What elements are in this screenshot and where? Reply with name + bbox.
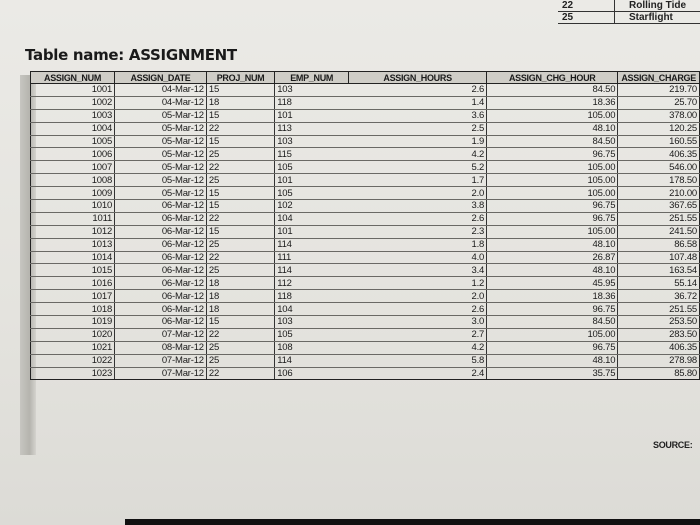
cell-assign-hours: 1.2	[349, 277, 487, 290]
cell-assign-num: 1020	[31, 328, 115, 341]
cell-emp-num: 104	[275, 212, 349, 225]
fragment-name: Rolling Tide	[629, 0, 687, 11]
cell-proj-num: 15	[206, 200, 274, 213]
cell-assign-num: 1011	[31, 212, 115, 225]
source-label: SOURCE:	[653, 440, 693, 450]
table-row	[31, 328, 700, 341]
cell-assign-date: 05-Mar-12	[115, 135, 207, 148]
cell-assign-num: 1007	[31, 161, 115, 174]
cell-assign-date: 05-Mar-12	[115, 174, 207, 187]
cell-emp-num: 118	[275, 290, 349, 303]
cell-assign-charge: 120.25	[618, 122, 700, 135]
cell-assign-num: 1017	[31, 290, 115, 303]
col-header-assign-num: ASSIGN_NUM	[31, 72, 115, 84]
cell-emp-num: 114	[275, 264, 349, 277]
cell-assign-chg-hour: 48.10	[487, 354, 618, 367]
cell-assign-num: 1012	[31, 225, 115, 238]
table-row	[31, 251, 700, 264]
cell-assign-chg-hour: 96.75	[487, 148, 618, 161]
cell-assign-num: 1019	[31, 316, 115, 329]
bottom-edge	[125, 519, 700, 525]
cell-assign-chg-hour: 48.10	[487, 122, 618, 135]
cell-assign-hours: 4.0	[349, 251, 487, 264]
table-row	[31, 200, 700, 213]
cell-assign-charge: 406.35	[618, 148, 700, 161]
cell-assign-num: 1013	[31, 238, 115, 251]
cell-assign-date: 05-Mar-12	[115, 148, 207, 161]
cell-assign-date: 06-Mar-12	[115, 264, 207, 277]
cell-emp-num: 105	[275, 328, 349, 341]
cell-assign-charge: 36.72	[618, 290, 700, 303]
cell-emp-num: 101	[275, 174, 349, 187]
cell-assign-num: 1022	[31, 354, 115, 367]
cell-assign-charge: 163.54	[618, 264, 700, 277]
cell-assign-date: 05-Mar-12	[115, 161, 207, 174]
col-header-assign-hours: ASSIGN_HOURS	[349, 72, 487, 84]
cell-assign-chg-hour: 84.50	[487, 135, 618, 148]
cell-assign-chg-hour: 84.50	[487, 316, 618, 329]
cell-proj-num: 25	[206, 354, 274, 367]
cell-proj-num: 25	[206, 238, 274, 251]
cell-assign-num: 1010	[31, 200, 115, 213]
cell-assign-hours: 2.0	[349, 187, 487, 200]
cell-assign-chg-hour: 18.36	[487, 290, 618, 303]
col-header-assign-chg-hour: ASSIGN_CHG_HOUR	[487, 72, 618, 84]
cell-assign-hours: 1.4	[349, 96, 487, 109]
cell-assign-charge: 251.55	[618, 212, 700, 225]
cell-assign-num: 1014	[31, 251, 115, 264]
cell-emp-num: 111	[275, 251, 349, 264]
cell-assign-chg-hour: 96.75	[487, 200, 618, 213]
cell-assign-chg-hour: 96.75	[487, 303, 618, 316]
cell-emp-num: 101	[275, 109, 349, 122]
cell-assign-hours: 5.8	[349, 354, 487, 367]
cell-assign-chg-hour: 105.00	[487, 225, 618, 238]
cell-assign-num: 1018	[31, 303, 115, 316]
cell-proj-num: 22	[206, 367, 274, 380]
cell-assign-num: 1016	[31, 277, 115, 290]
cell-proj-num: 18	[206, 277, 274, 290]
table-row	[31, 238, 700, 251]
cell-emp-num: 115	[275, 148, 349, 161]
cell-assign-chg-hour: 26.87	[487, 251, 618, 264]
col-header-assign-charge: ASSIGN_CHARGE	[618, 72, 700, 84]
cell-proj-num: 25	[206, 341, 274, 354]
cell-assign-chg-hour: 35.75	[487, 367, 618, 380]
cell-assign-hours: 4.2	[349, 148, 487, 161]
table-row	[31, 367, 700, 380]
cell-assign-hours: 2.5	[349, 122, 487, 135]
cell-assign-chg-hour: 105.00	[487, 328, 618, 341]
cell-assign-charge: 283.50	[618, 328, 700, 341]
cell-emp-num: 103	[275, 135, 349, 148]
cell-assign-hours: 2.7	[349, 328, 487, 341]
cell-assign-chg-hour: 96.75	[487, 341, 618, 354]
cell-emp-num: 103	[275, 84, 349, 97]
cell-assign-num: 1006	[31, 148, 115, 161]
cell-assign-charge: 378.00	[618, 109, 700, 122]
table-row	[31, 187, 700, 200]
cell-assign-charge: 241.50	[618, 225, 700, 238]
cell-proj-num: 25	[206, 264, 274, 277]
cell-assign-hours: 4.2	[349, 341, 487, 354]
cell-proj-num: 18	[206, 290, 274, 303]
cell-assign-num: 1004	[31, 122, 115, 135]
cell-assign-date: 06-Mar-12	[115, 303, 207, 316]
cell-assign-charge: 55.14	[618, 277, 700, 290]
cell-assign-charge: 160.55	[618, 135, 700, 148]
cell-assign-date: 07-Mar-12	[115, 328, 207, 341]
cell-assign-hours: 2.0	[349, 290, 487, 303]
cell-assign-hours: 2.6	[349, 303, 487, 316]
cell-assign-date: 06-Mar-12	[115, 212, 207, 225]
table-row	[31, 277, 700, 290]
cell-emp-num: 105	[275, 187, 349, 200]
cell-assign-date: 04-Mar-12	[115, 84, 207, 97]
cell-proj-num: 22	[206, 212, 274, 225]
cell-proj-num: 15	[206, 187, 274, 200]
table-row	[31, 135, 700, 148]
cell-assign-charge: 85.80	[618, 367, 700, 380]
cell-assign-charge: 86.58	[618, 238, 700, 251]
cell-assign-hours: 3.4	[349, 264, 487, 277]
cell-emp-num: 104	[275, 303, 349, 316]
cell-proj-num: 18	[206, 303, 274, 316]
cell-assign-hours: 2.6	[349, 212, 487, 225]
cell-assign-num: 1001	[31, 84, 115, 97]
cell-assign-charge: 278.98	[618, 354, 700, 367]
cell-assign-chg-hour: 45.95	[487, 277, 618, 290]
cell-proj-num: 15	[206, 109, 274, 122]
cell-assign-chg-hour: 48.10	[487, 238, 618, 251]
cell-assign-num: 1015	[31, 264, 115, 277]
table-row	[31, 109, 700, 122]
cell-assign-num: 1023	[31, 367, 115, 380]
table-row	[31, 122, 700, 135]
cell-assign-date: 05-Mar-12	[115, 109, 207, 122]
cell-assign-hours: 3.0	[349, 316, 487, 329]
table-row	[31, 354, 700, 367]
col-header-proj-num: PROJ_NUM	[206, 72, 274, 84]
previous-table-fragment	[558, 0, 700, 24]
cell-proj-num: 22	[206, 251, 274, 264]
cell-assign-charge: 251.55	[618, 303, 700, 316]
cell-emp-num: 102	[275, 200, 349, 213]
cell-proj-num: 25	[206, 174, 274, 187]
table-row	[31, 303, 700, 316]
cell-assign-charge: 178.50	[618, 174, 700, 187]
cell-assign-num: 1003	[31, 109, 115, 122]
cell-assign-charge: 253.50	[618, 316, 700, 329]
table-row	[31, 212, 700, 225]
fragment-row	[558, 12, 700, 24]
cell-assign-charge: 219.70	[618, 84, 700, 97]
cell-assign-chg-hour: 96.75	[487, 212, 618, 225]
cell-assign-charge: 406.35	[618, 341, 700, 354]
cell-assign-chg-hour: 105.00	[487, 161, 618, 174]
cell-assign-date: 06-Mar-12	[115, 225, 207, 238]
table-row	[31, 341, 700, 354]
cell-assign-date: 08-Mar-12	[115, 341, 207, 354]
cell-assign-chg-hour: 105.00	[487, 187, 618, 200]
col-header-emp-num: EMP_NUM	[275, 72, 349, 84]
cell-assign-charge: 546.00	[618, 161, 700, 174]
cell-assign-charge: 367.65	[618, 200, 700, 213]
table-row	[31, 174, 700, 187]
cell-assign-date: 04-Mar-12	[115, 96, 207, 109]
cell-assign-chg-hour: 48.10	[487, 264, 618, 277]
cell-emp-num: 103	[275, 316, 349, 329]
cell-assign-num: 1002	[31, 96, 115, 109]
cell-assign-num: 1009	[31, 187, 115, 200]
table-row	[31, 225, 700, 238]
cell-assign-charge: 25.70	[618, 96, 700, 109]
cell-emp-num: 101	[275, 225, 349, 238]
cell-emp-num: 105	[275, 161, 349, 174]
cell-assign-hours: 2.4	[349, 367, 487, 380]
fragment-row	[558, 0, 700, 12]
cell-assign-num: 1008	[31, 174, 115, 187]
cell-assign-date: 07-Mar-12	[115, 367, 207, 380]
cell-emp-num: 112	[275, 277, 349, 290]
cell-assign-chg-hour: 84.50	[487, 84, 618, 97]
cell-assign-hours: 5.2	[349, 161, 487, 174]
cell-assign-charge: 107.48	[618, 251, 700, 264]
cell-proj-num: 15	[206, 316, 274, 329]
cell-proj-num: 25	[206, 148, 274, 161]
table-row	[31, 96, 700, 109]
cell-assign-date: 07-Mar-12	[115, 354, 207, 367]
fragment-num: 25	[558, 12, 615, 23]
table-row	[31, 161, 700, 174]
table-title: Table name: ASSIGNMENT	[25, 46, 237, 64]
table-row	[31, 290, 700, 303]
cell-assign-hours: 2.6	[349, 84, 487, 97]
cell-assign-hours: 3.6	[349, 109, 487, 122]
fragment-num: 22	[558, 0, 615, 11]
cell-assign-charge: 210.00	[618, 187, 700, 200]
table-row	[31, 264, 700, 277]
cell-emp-num: 108	[275, 341, 349, 354]
cell-proj-num: 15	[206, 225, 274, 238]
cell-proj-num: 15	[206, 84, 274, 97]
table-row	[31, 84, 700, 97]
cell-emp-num: 106	[275, 367, 349, 380]
cell-assign-date: 06-Mar-12	[115, 251, 207, 264]
col-header-assign-date: ASSIGN_DATE	[115, 72, 207, 84]
cell-assign-hours: 2.3	[349, 225, 487, 238]
table-row	[31, 148, 700, 161]
cell-assign-date: 06-Mar-12	[115, 290, 207, 303]
cell-assign-chg-hour: 18.36	[487, 96, 618, 109]
header-row	[31, 72, 700, 84]
cell-assign-num: 1021	[31, 341, 115, 354]
cell-emp-num: 113	[275, 122, 349, 135]
cell-assign-num: 1005	[31, 135, 115, 148]
cell-assign-date: 05-Mar-12	[115, 122, 207, 135]
cell-assign-hours: 1.8	[349, 238, 487, 251]
cell-assign-hours: 1.7	[349, 174, 487, 187]
fragment-name: Starflight	[629, 12, 673, 23]
cell-proj-num: 15	[206, 135, 274, 148]
cell-proj-num: 18	[206, 96, 274, 109]
cell-assign-hours: 1.9	[349, 135, 487, 148]
cell-emp-num: 114	[275, 238, 349, 251]
cell-proj-num: 22	[206, 328, 274, 341]
cell-assign-chg-hour: 105.00	[487, 109, 618, 122]
cell-emp-num: 118	[275, 96, 349, 109]
cell-assign-chg-hour: 105.00	[487, 174, 618, 187]
cell-assign-date: 06-Mar-12	[115, 316, 207, 329]
cell-assign-date: 06-Mar-12	[115, 200, 207, 213]
table-row	[31, 316, 700, 329]
cell-proj-num: 22	[206, 161, 274, 174]
cell-assign-date: 06-Mar-12	[115, 277, 207, 290]
cell-assign-hours: 3.8	[349, 200, 487, 213]
cell-emp-num: 114	[275, 354, 349, 367]
cell-proj-num: 22	[206, 122, 274, 135]
cell-assign-date: 05-Mar-12	[115, 187, 207, 200]
cell-assign-date: 06-Mar-12	[115, 238, 207, 251]
assignment-table	[30, 71, 700, 380]
